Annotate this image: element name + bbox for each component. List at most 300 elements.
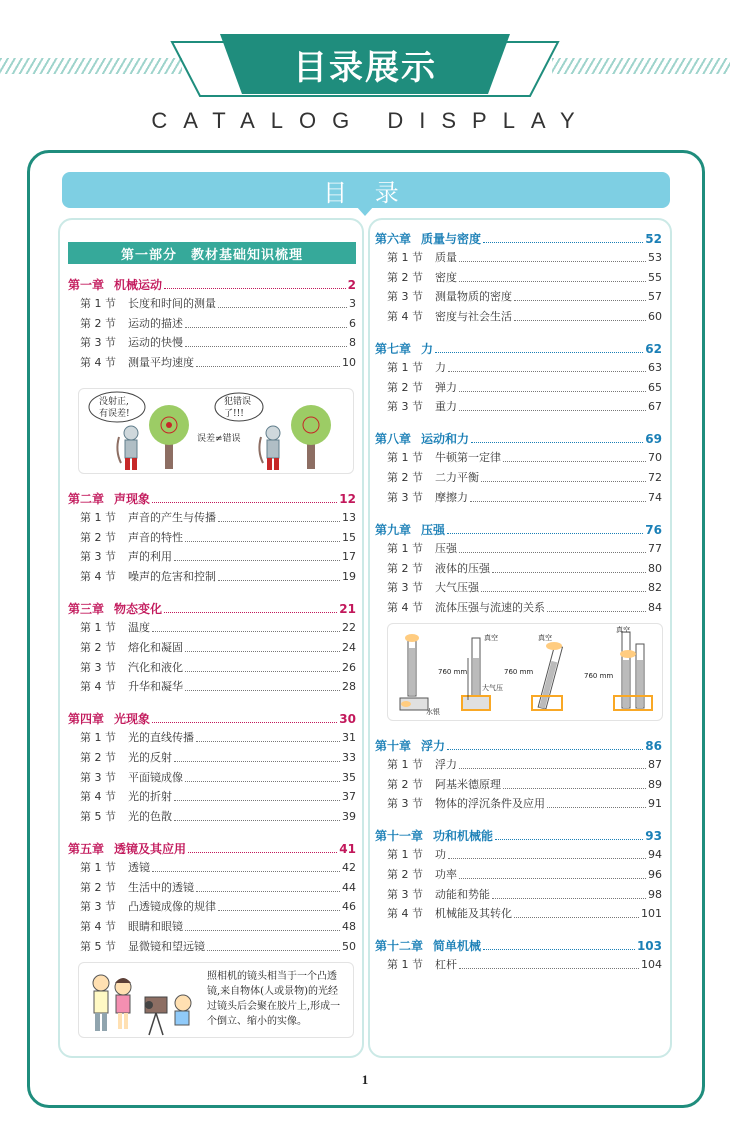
section-number: 第 4 节 <box>80 920 116 933</box>
section-entry[interactable] <box>68 297 356 311</box>
chapter-3 <box>68 602 356 694</box>
leader-dots <box>459 261 646 262</box>
section-entry[interactable] <box>68 641 356 655</box>
leader-dots <box>492 572 646 573</box>
section-page: 101 <box>641 907 662 921</box>
section-entry[interactable] <box>68 550 356 564</box>
section-page: 10 <box>342 356 356 370</box>
section-number: 第 4 节 <box>387 600 423 614</box>
leader-dots <box>547 807 646 808</box>
section-title: 声的利用 <box>128 550 172 564</box>
section-title: 重力 <box>435 400 457 414</box>
chapter-number: 第七章 <box>375 342 412 357</box>
section-number: 第 3 节 <box>387 290 423 304</box>
section-entry[interactable] <box>375 562 662 576</box>
section-page: 42 <box>342 860 356 874</box>
tree-right <box>291 405 331 469</box>
section-page: 80 <box>648 561 662 575</box>
leader-dots <box>207 950 340 951</box>
section-page: 3 <box>349 297 356 310</box>
section-entry[interactable] <box>375 848 662 862</box>
section-page: 53 <box>648 251 662 264</box>
chapter-title: 质量与密度 <box>421 232 482 246</box>
section-title: 噪声的危害和控制 <box>128 570 216 584</box>
leader-dots <box>492 898 646 899</box>
section-entry[interactable] <box>375 958 662 972</box>
leader-dots <box>459 768 646 769</box>
chapter-page: 86 <box>645 738 662 753</box>
section-number: 第 2 节 <box>80 640 116 654</box>
section-page: 72 <box>648 471 662 485</box>
leader-dots <box>218 910 340 911</box>
tube-filling <box>400 634 428 710</box>
section-number: 第 4 节 <box>80 570 116 584</box>
section-title: 流体压强与流速的关系 <box>435 600 545 614</box>
header-hatch-left <box>0 58 182 74</box>
section-entry[interactable] <box>375 290 662 304</box>
section-entry[interactable] <box>68 531 356 545</box>
leader-dots <box>174 820 340 821</box>
section-title: 显微镜和望远镜 <box>128 939 205 953</box>
section-entry[interactable] <box>375 381 662 395</box>
leader-dots <box>495 839 643 840</box>
section-entry[interactable] <box>68 661 356 675</box>
section-entry[interactable] <box>68 771 356 785</box>
section-entry[interactable] <box>68 621 356 635</box>
chapter-title: 运动和力 <box>421 432 470 447</box>
section-number: 第 1 节 <box>80 297 116 310</box>
chapter-title: 浮力 <box>421 738 446 753</box>
section-number: 第 2 节 <box>80 750 116 764</box>
archer-figure-right <box>259 426 280 470</box>
section-page: 60 <box>648 310 662 324</box>
mercury-label: 水银 <box>426 707 440 716</box>
leader-dots <box>152 871 340 872</box>
section-title: 功率 <box>435 867 457 881</box>
section-number: 第 3 节 <box>80 550 116 564</box>
photographer-figure <box>175 995 191 1025</box>
section-number: 第 3 节 <box>387 797 423 811</box>
chapter-heading[interactable] <box>375 739 662 753</box>
section-entry[interactable] <box>68 731 356 745</box>
section-number: 第 2 节 <box>387 561 423 575</box>
leader-dots <box>196 891 340 892</box>
section-entry[interactable] <box>68 790 356 804</box>
chapter-page: 103 <box>636 939 662 954</box>
section-entry[interactable] <box>375 542 662 556</box>
section-number: 第 1 节 <box>80 511 116 525</box>
section-title: 动能和势能 <box>435 887 490 901</box>
leader-dots <box>459 281 646 282</box>
leader-dots <box>435 352 643 353</box>
section-title: 压强 <box>435 541 457 555</box>
section-page: 65 <box>648 380 662 394</box>
section-entry[interactable] <box>375 310 662 324</box>
section-title: 声音的特性 <box>128 530 183 544</box>
leader-dots <box>459 552 646 553</box>
section-page: 89 <box>648 777 662 791</box>
vacuum-label-1: 真空 <box>484 633 498 642</box>
chapter-page: 2 <box>347 278 356 292</box>
section-number: 第 1 节 <box>387 361 423 375</box>
leader-dots <box>459 878 646 879</box>
chapter-5 <box>68 842 356 954</box>
chapter-4 <box>68 712 356 824</box>
section-title: 密度与社会生活 <box>435 310 512 324</box>
section-entry[interactable] <box>375 797 662 811</box>
chapter-heading[interactable] <box>68 492 356 506</box>
section-number: 第 1 节 <box>80 731 116 745</box>
leader-dots <box>448 858 646 859</box>
section-number: 第 1 节 <box>387 848 423 862</box>
section-title: 物体的浮沉条件及应用 <box>435 797 545 811</box>
section-page: 94 <box>648 848 662 862</box>
section-entry[interactable] <box>375 581 662 595</box>
right-column <box>375 232 662 990</box>
section-title: 温度 <box>128 621 150 635</box>
section-title: 光的直线传播 <box>128 731 194 745</box>
leader-dots <box>185 930 340 931</box>
section-number: 第 3 节 <box>387 490 423 504</box>
section-title: 透镜 <box>128 860 150 874</box>
leader-dots <box>185 346 347 347</box>
leader-dots <box>448 371 646 372</box>
section-entry[interactable] <box>68 900 356 914</box>
section-entry[interactable] <box>375 778 662 792</box>
leader-dots <box>218 521 340 522</box>
atm-label: 大气压 <box>482 683 503 692</box>
leader-dots <box>459 410 646 411</box>
leader-dots <box>164 612 337 613</box>
chapter-6 <box>375 232 662 324</box>
section-title: 生活中的透镜 <box>128 880 194 894</box>
leader-dots <box>218 580 340 581</box>
chapter-heading[interactable] <box>375 432 662 446</box>
section-entry[interactable] <box>68 861 356 875</box>
leader-dots <box>185 651 340 652</box>
section-number: 第 3 节 <box>80 770 116 784</box>
leader-dots <box>152 502 337 503</box>
section-number: 第 1 节 <box>80 621 116 635</box>
leader-dots <box>164 288 346 289</box>
section-title: 光的反射 <box>128 750 172 764</box>
leader-dots <box>447 533 643 534</box>
chapter-heading[interactable] <box>375 232 662 246</box>
section-number: 第 3 节 <box>387 581 423 595</box>
section-number: 第 4 节 <box>80 790 116 804</box>
section-title: 质量 <box>435 251 457 264</box>
vacuum-label-2: 真空 <box>538 633 552 642</box>
section-page: 48 <box>342 920 356 933</box>
section-entry[interactable] <box>68 920 356 934</box>
section-title: 力 <box>435 361 446 375</box>
section-number: 第 5 节 <box>80 939 116 953</box>
section-page: 8 <box>349 336 356 350</box>
section-number: 第 2 节 <box>387 471 423 485</box>
section-page: 6 <box>349 316 356 330</box>
height-label-1: 760 mm <box>438 667 468 676</box>
leader-dots <box>185 671 340 672</box>
chapter-7 <box>375 342 662 414</box>
chapter-page: 76 <box>645 522 662 537</box>
section-title: 机械能及其转化 <box>435 907 512 921</box>
leader-dots <box>185 781 340 782</box>
catalog-title: 目 录 <box>62 172 670 208</box>
section-title: 升华和凝华 <box>128 680 183 694</box>
chapter-heading[interactable] <box>375 829 662 843</box>
section-title: 眼睛和眼镜 <box>128 920 183 933</box>
camera-note-line-1: 照相机的镜头相当于一个凸透 <box>207 970 337 982</box>
bubble-left-line-2: 有误差! <box>99 409 130 420</box>
section-number: 第 2 节 <box>387 380 423 394</box>
leader-dots <box>196 741 340 742</box>
section-number: 第 2 节 <box>387 777 423 791</box>
leader-dots <box>174 560 340 561</box>
section-number: 第 3 节 <box>80 900 116 914</box>
chapter-number: 第十章 <box>375 738 412 753</box>
chapter-title: 压强 <box>421 522 446 537</box>
section-number: 第 1 节 <box>387 251 423 264</box>
left-column <box>68 232 356 1056</box>
section-entry[interactable] <box>375 471 662 485</box>
leader-dots <box>470 501 646 502</box>
section-entry[interactable] <box>375 868 662 882</box>
section-page: 104 <box>641 958 662 972</box>
chapter-page: 12 <box>339 492 356 507</box>
chapter-title: 力 <box>421 342 434 357</box>
section-page: 15 <box>342 530 356 544</box>
chapter-heading[interactable] <box>375 523 662 537</box>
leader-dots <box>218 307 347 308</box>
leader-dots <box>514 300 646 301</box>
leader-dots <box>483 949 635 950</box>
section-entry[interactable] <box>68 356 356 370</box>
chapter-11 <box>375 829 662 921</box>
tube-tilted <box>532 642 562 710</box>
leader-dots <box>152 631 340 632</box>
section-entry[interactable] <box>375 251 662 265</box>
leader-dots <box>174 761 340 762</box>
section-entry[interactable] <box>375 758 662 772</box>
section-entry[interactable] <box>68 751 356 765</box>
section-number: 第 2 节 <box>80 530 116 544</box>
section-title: 液体的压强 <box>435 561 490 575</box>
chapter-page: 21 <box>339 602 356 617</box>
section-page: 50 <box>342 939 356 953</box>
chapter-number: 第十一章 <box>375 829 424 844</box>
leader-dots <box>152 722 337 723</box>
section-entry[interactable] <box>375 888 662 902</box>
section-page: 67 <box>648 400 662 414</box>
section-number: 第 1 节 <box>387 451 423 465</box>
section-page: 39 <box>342 809 356 823</box>
section-entry[interactable] <box>375 491 662 505</box>
section-title: 浮力 <box>435 757 457 771</box>
section-page: 17 <box>342 550 356 564</box>
section-title: 运动的快慢 <box>128 336 183 350</box>
section-title: 汽化和液化 <box>128 660 183 674</box>
section-title: 声音的产生与传播 <box>128 511 216 525</box>
section-page: 22 <box>342 621 356 635</box>
section-entry[interactable] <box>68 570 356 584</box>
section-title: 杠杆 <box>435 958 457 972</box>
section-entry[interactable] <box>68 940 356 954</box>
section-entry[interactable] <box>68 511 356 525</box>
section-entry[interactable] <box>375 907 662 921</box>
chapter-number: 第六章 <box>375 232 412 246</box>
chapter-number: 第九章 <box>375 522 412 537</box>
part-heading: 第一部分 教材基础知识梳理 <box>68 242 356 264</box>
cartoon-caption: 误差≠错误 <box>197 434 241 445</box>
error-cartoon-illustration <box>78 388 354 474</box>
section-number: 第 3 节 <box>387 887 423 901</box>
section-page: 91 <box>648 797 662 811</box>
leader-dots <box>185 541 340 542</box>
chapter-page: 93 <box>645 829 662 844</box>
camera-note-line-3: 过镜头后会聚在胶片上,形成一 <box>207 1000 341 1012</box>
section-page: 63 <box>648 361 662 375</box>
chapter-8 <box>375 432 662 504</box>
leader-dots <box>196 366 340 367</box>
archer-figure-left <box>117 426 138 470</box>
section-entry[interactable] <box>375 451 662 465</box>
section-page: 70 <box>648 451 662 465</box>
chapter-number: 第十二章 <box>375 939 424 954</box>
chapter-page: 52 <box>645 232 662 246</box>
section-number: 第 3 节 <box>80 336 116 350</box>
section-title: 功 <box>435 848 446 862</box>
section-title: 大气压强 <box>435 581 479 595</box>
section-page: 46 <box>342 900 356 914</box>
leader-dots <box>514 320 646 321</box>
chapter-2 <box>68 492 356 584</box>
section-title: 凸透镜成像的规律 <box>128 900 216 914</box>
leader-dots <box>459 391 646 392</box>
camera-note-line-4: 个倒立、缩小的实像。 <box>207 1015 307 1027</box>
chapter-heading[interactable] <box>375 342 662 356</box>
chapter-title: 机械运动 <box>114 278 163 292</box>
leader-dots <box>188 852 337 853</box>
section-number: 第 2 节 <box>80 316 116 330</box>
section-title: 牛顿第一定律 <box>435 451 501 465</box>
leader-dots <box>447 749 643 750</box>
section-number: 第 3 节 <box>387 400 423 414</box>
chapter-heading[interactable] <box>68 602 356 616</box>
leader-dots <box>459 968 639 969</box>
camera-note-line-2: 镜,来自物体(人或景物)的光经 <box>207 985 338 997</box>
leader-dots <box>483 242 643 243</box>
bubble-right-line-1: 犯错误 <box>224 397 252 408</box>
section-page: 28 <box>342 680 356 694</box>
section-entry[interactable] <box>68 336 356 350</box>
section-entry[interactable] <box>375 400 662 414</box>
section-entry[interactable] <box>375 271 662 285</box>
section-page: 26 <box>342 660 356 674</box>
chapter-title: 光现象 <box>114 712 151 727</box>
section-title: 光的色散 <box>128 809 172 823</box>
chapter-heading[interactable] <box>68 278 356 292</box>
chapter-page: 41 <box>339 841 356 856</box>
chapter-page: 30 <box>339 712 356 727</box>
section-page: 96 <box>648 867 662 881</box>
leader-dots <box>503 788 646 789</box>
chapter-number: 第八章 <box>375 432 412 447</box>
chapter-title: 声现象 <box>114 492 151 507</box>
section-number: 第 1 节 <box>387 757 423 771</box>
chapter-heading[interactable] <box>68 842 356 856</box>
chapter-page: 62 <box>645 342 662 357</box>
leader-dots <box>503 461 646 462</box>
chapter-title: 物态变化 <box>114 602 163 617</box>
chapter-9 <box>375 523 662 615</box>
section-page: 13 <box>342 511 356 525</box>
leader-dots <box>185 327 347 328</box>
section-page: 19 <box>342 570 356 584</box>
section-title: 平面镜成像 <box>128 770 183 784</box>
barometer-illustration <box>387 623 663 721</box>
chapter-heading[interactable] <box>68 712 356 726</box>
section-title: 熔化和凝固 <box>128 640 183 654</box>
chapter-number: 第二章 <box>68 492 105 507</box>
people-figures <box>93 975 131 1031</box>
section-page: 84 <box>648 600 662 614</box>
section-number: 第 4 节 <box>80 680 116 694</box>
chapter-title: 透镜及其应用 <box>114 841 187 856</box>
section-title: 二力平衡 <box>435 471 479 485</box>
bubble-left-line-1: 没射正, <box>99 397 129 408</box>
tube-pair <box>614 632 652 710</box>
section-number: 第 2 节 <box>80 880 116 894</box>
leader-dots <box>481 481 646 482</box>
leader-dots <box>481 591 646 592</box>
chapter-number: 第三章 <box>68 602 105 617</box>
bubble-right-line-2: 了!!! <box>224 409 244 420</box>
section-number: 第 5 节 <box>80 809 116 823</box>
header-subtitle: CATALOG DISPLAY <box>151 108 591 133</box>
section-entry[interactable] <box>68 881 356 895</box>
header-hatch-right <box>552 58 730 74</box>
section-title: 阿基米德原理 <box>435 777 501 791</box>
section-page: 35 <box>342 770 356 784</box>
section-page: 24 <box>342 640 356 654</box>
section-page: 77 <box>648 541 662 555</box>
section-page: 37 <box>342 790 356 804</box>
section-title: 弹力 <box>435 380 457 394</box>
section-number: 第 4 节 <box>80 356 116 370</box>
section-number: 第 4 节 <box>387 907 423 921</box>
chapter-heading[interactable] <box>375 939 662 953</box>
section-number: 第 4 节 <box>387 310 423 324</box>
section-number: 第 3 节 <box>80 660 116 674</box>
chapter-page: 69 <box>645 432 662 447</box>
leader-dots <box>547 611 646 612</box>
camera-on-tripod <box>145 997 167 1035</box>
leader-dots <box>185 690 340 691</box>
section-page: 33 <box>342 750 356 764</box>
section-entry[interactable] <box>68 317 356 331</box>
section-entry[interactable] <box>68 680 356 694</box>
chapter-number: 第五章 <box>68 841 105 856</box>
chapter-title: 功和机械能 <box>433 829 494 844</box>
section-entry[interactable] <box>375 601 662 615</box>
height-label-3: 760 mm <box>584 671 614 680</box>
section-entry[interactable] <box>68 810 356 824</box>
section-entry[interactable] <box>375 361 662 375</box>
section-title: 光的折射 <box>128 790 172 804</box>
page-number: 1 <box>361 1072 369 1087</box>
tree-left <box>149 405 189 469</box>
section-number: 第 1 节 <box>387 958 423 972</box>
